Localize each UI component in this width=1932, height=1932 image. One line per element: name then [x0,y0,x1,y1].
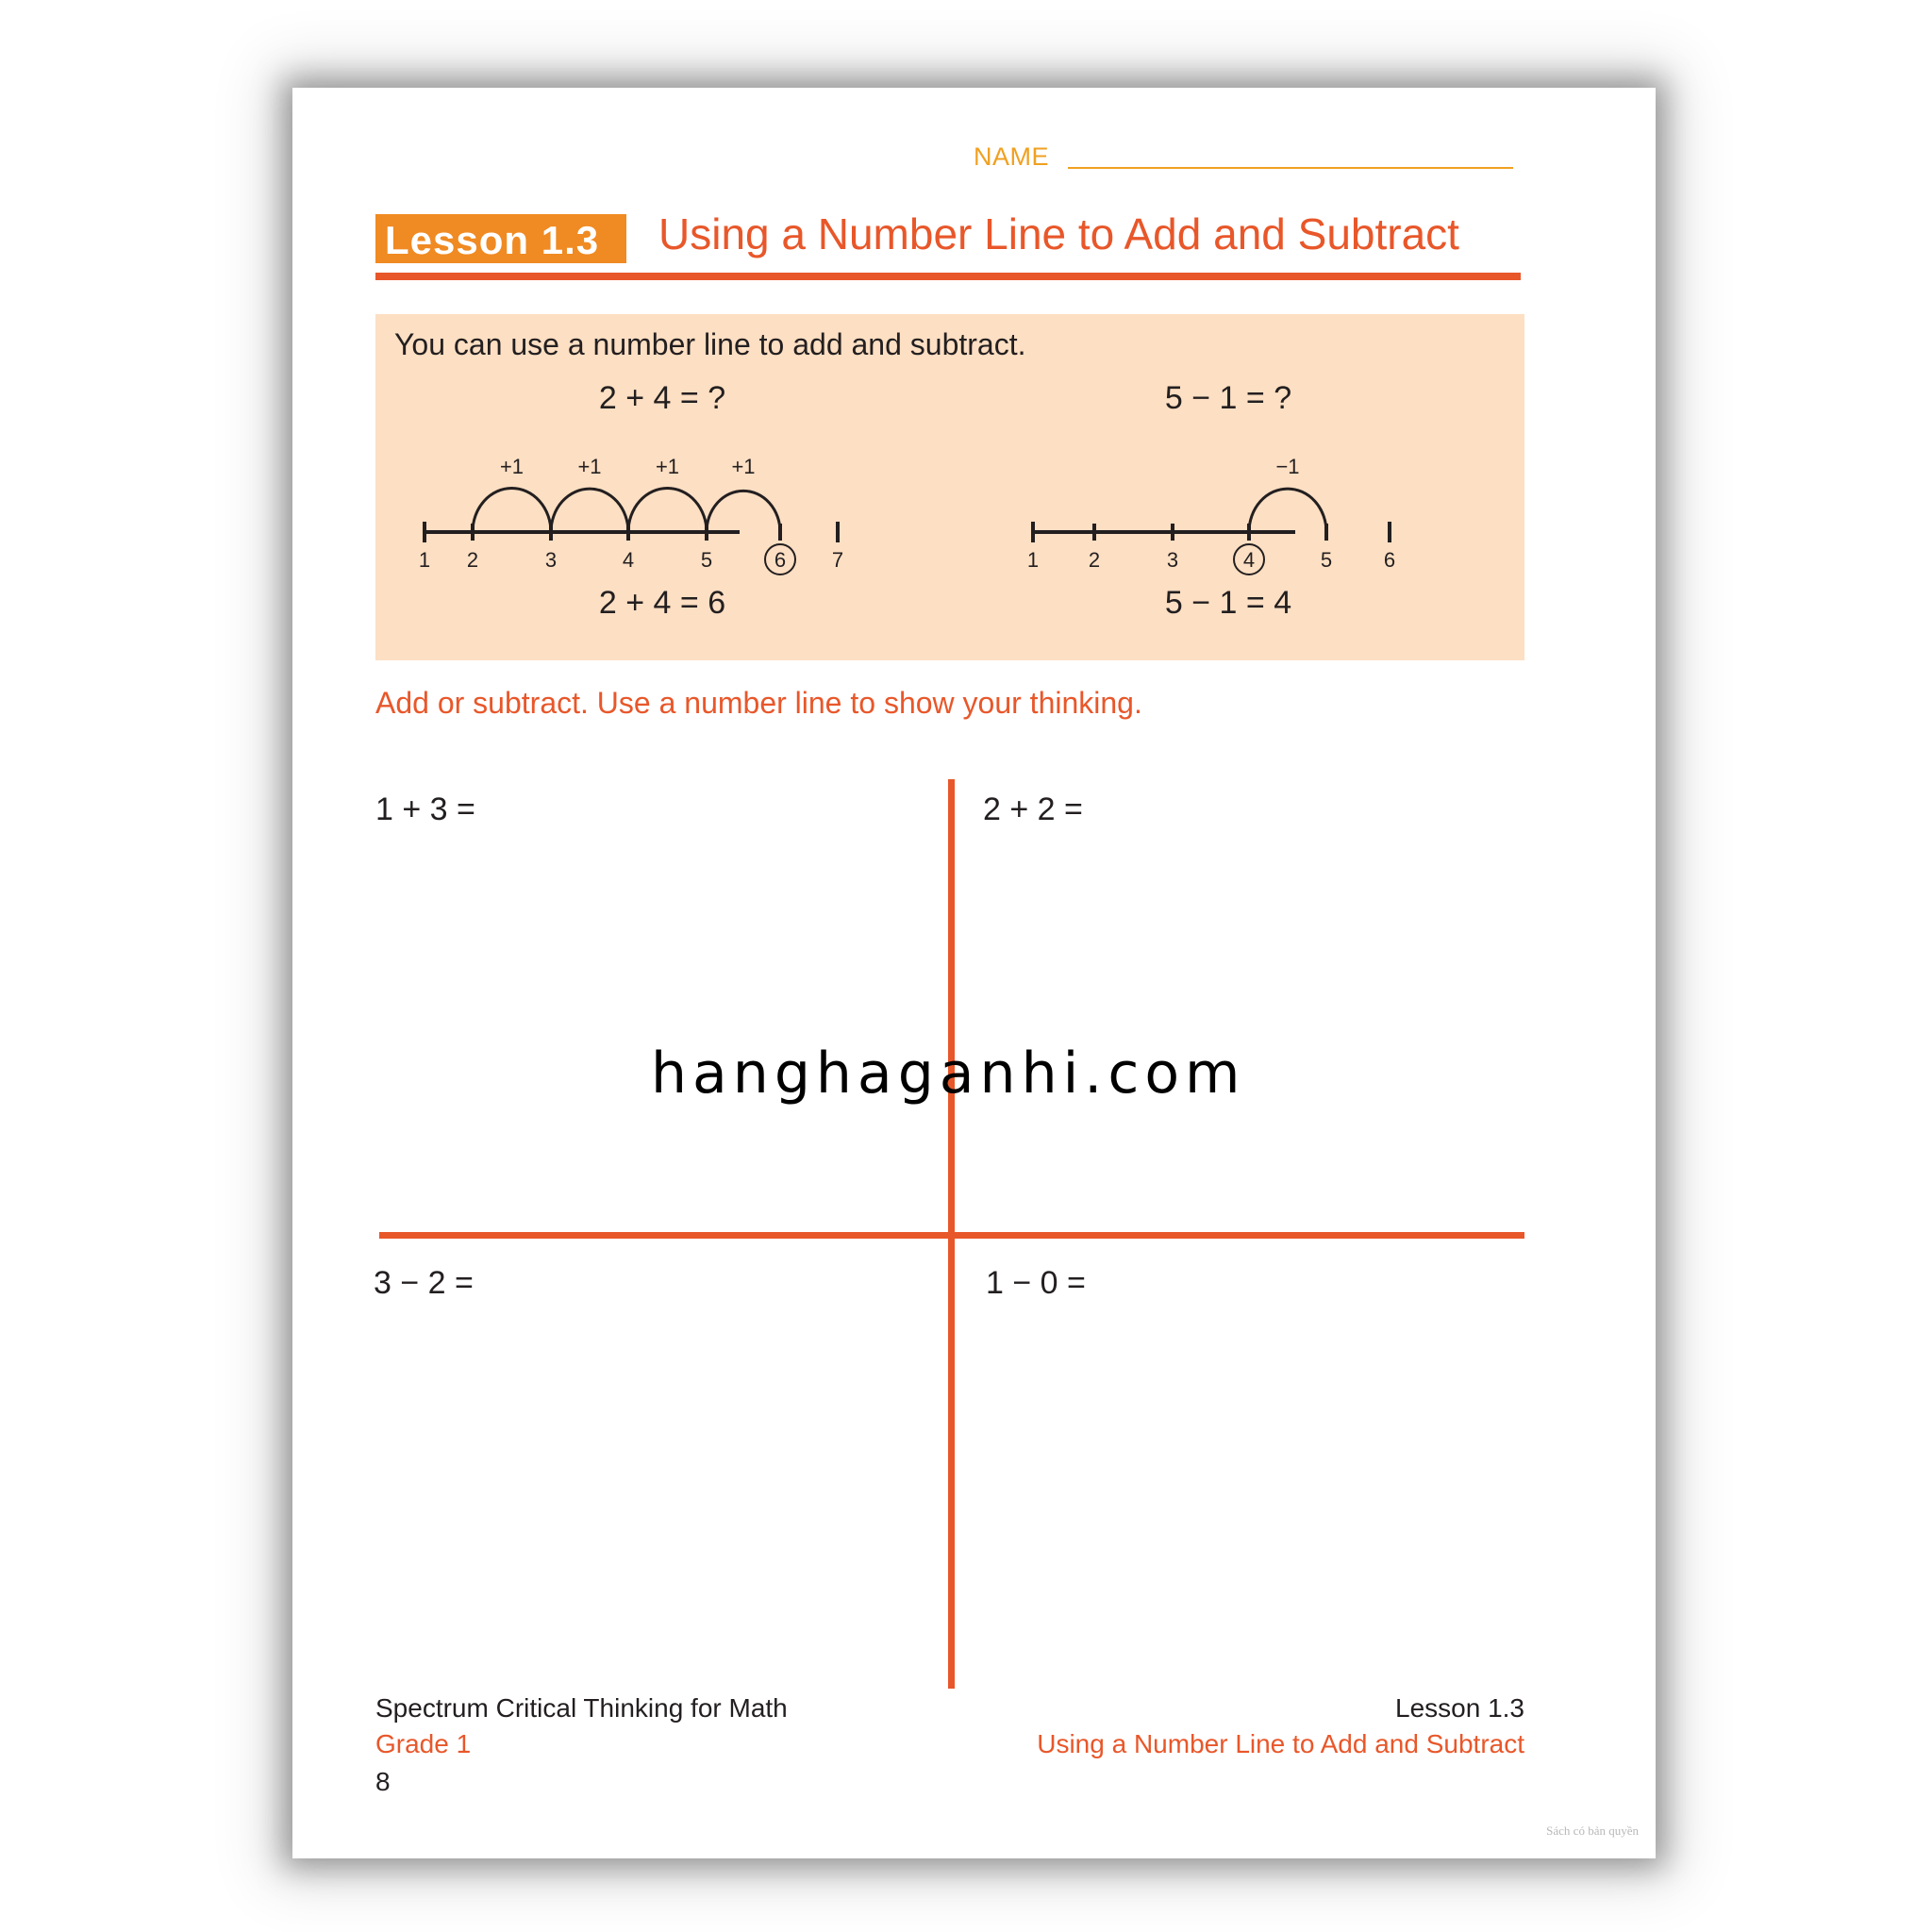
jump-arc [628,489,707,532]
intro-text: You can use a number line to add and subtract. [394,327,1026,361]
add-example-answer: 2 + 4 = 6 [598,585,726,621]
footer-book-title: Spectrum Critical Thinking for Math [375,1693,788,1723]
number-line-label: 4 [622,548,635,572]
page-number: 8 [375,1767,391,1796]
number-line-label: 3 [544,548,558,572]
number-line-label: 6 [774,548,787,572]
instructions: Add or subtract. Use a number line to show your thinking. [375,686,1142,720]
number-line-label: 7 [831,548,844,572]
number-line-label: 4 [1242,548,1256,572]
jump-label: −1 [1275,455,1300,478]
add-example-question: 2 + 4 = ? [598,380,726,416]
jump-arc [551,489,628,532]
number-line-label: 2 [1088,548,1101,572]
number-line-label: 1 [418,548,431,572]
sub-number-line [1026,446,1396,578]
sub-example-answer: 5 − 1 = 4 [1164,585,1292,621]
jump-arc [1249,489,1326,532]
jump-arc [473,489,551,532]
lesson-badge [375,214,626,263]
name-label: NAME [974,142,1050,171]
number-line-label: 3 [1166,548,1179,572]
watermark: hanghaganhi.com [651,1041,1246,1107]
title-rule [375,273,1521,280]
sub-example-question: 5 − 1 = ? [1164,380,1292,416]
jump-label: +1 [731,455,756,478]
problem-3: 3 − 2 = [374,1265,474,1301]
add-number-line [418,446,844,578]
problem-1: 1 + 3 = [375,791,475,827]
footer-grade: Grade 1 [375,1729,472,1758]
jump-label: +1 [655,455,680,478]
copyright-note: Sách có bản quyền [1546,1824,1639,1838]
number-line-label: 2 [466,548,479,572]
number-line-label: 6 [1383,548,1396,572]
worksheet-page [292,88,1656,1858]
footer-lesson: Lesson 1.3 [1395,1693,1524,1723]
footer-lesson-title: Using a Number Line to Add and Subtract [1037,1729,1524,1758]
horizontal-divider [379,1232,1524,1239]
lesson-badge-text: Lesson 1.3 [385,218,600,262]
page-title: Using a Number Line to Add and Subtract [658,209,1459,258]
problem-4: 1 − 0 = [986,1265,1086,1301]
jump-label: +1 [499,455,525,478]
name-write-line [1068,167,1513,169]
number-line-label: 5 [1320,548,1333,572]
jump-label: +1 [577,455,602,478]
problem-2: 2 + 2 = [983,791,1083,827]
number-line-label: 1 [1026,548,1040,572]
number-line-label: 5 [700,548,713,572]
